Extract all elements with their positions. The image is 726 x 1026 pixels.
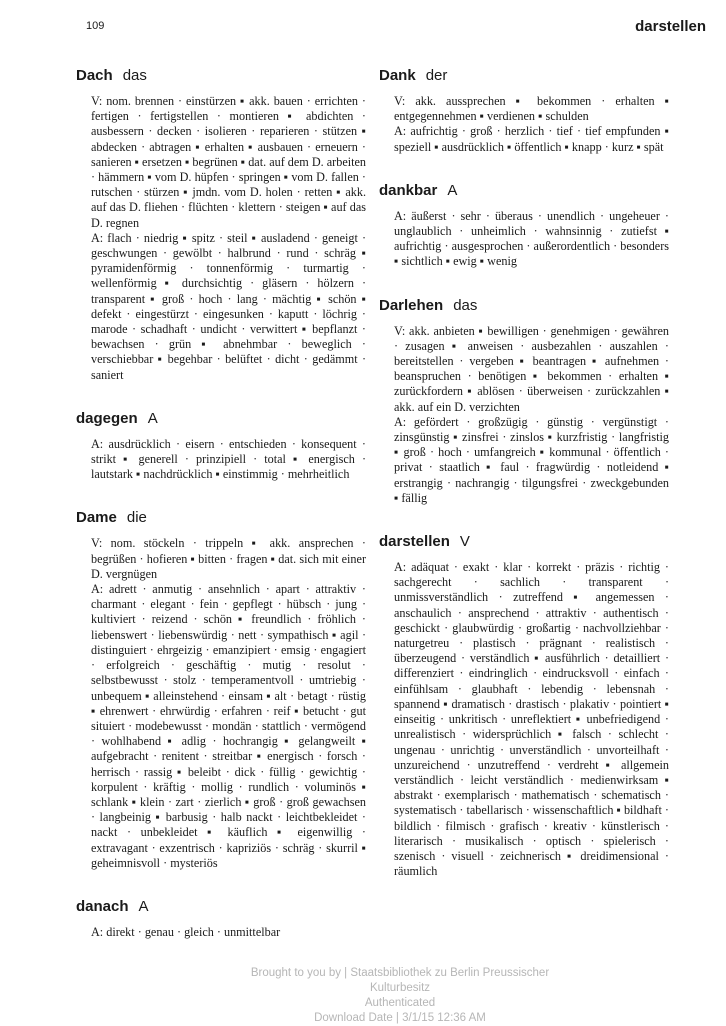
right-column xyxy=(379,64,669,903)
footer-line-date: Download Date | 3/1/15 12:36 AM xyxy=(314,1012,486,1024)
entry-darstellen xyxy=(379,530,669,879)
part-of-speech: V xyxy=(459,533,470,551)
part-of-speech: A xyxy=(138,897,149,915)
part-of-speech: A xyxy=(147,409,158,427)
entry-text: V: nom. stöckeln · trippeln ▪ akk. ansprechen · begrüßen · hofieren ▪ bitten · fragen ▪ dat. sich mit einer D. vergnügen A: adrett · anmutig · ansehnlich · apart · attraktiv · charmant · elegant · fein · gepflegt · hübsch · jung · kultiviert · reizend · schön ▪ freundlich · fröhlich · liebenswert · liebenswürdig · nett · sympathisch ▪ agil · distinguiert · ehrgeizig · emanzipiert · emsig · engagiert · erfolgreich · geschäftig · mutig · resolut · selbstbewusst · stolz · temperamentvoll · umtriebig · unbequem ▪ alleinstehend · einsam ▪ alt · betagt · rüstig ▪ ehrenwert · ehrwürdig · erfahren · reif ▪ betucht · gut situiert · modebewusst · mondän · stattlich · vermögend · wohlhabend ▪ adlig · hochrangig ▪ gelangweilt ▪ aufgebracht · renitent · streitbar ▪ energisch · forsch · herrisch · rassig ▪ beleibt · dick · füllig · gewichtig · korpulent · kräftig · mollig · rundlich · voluminös ▪ schlank ▪ klein · zart · zierlich ▪ groß · groß gewachsen · langbeinig ▪ barbusig · halb nackt · leichtbekleidet · nackt · unbekleidet ▪ käuflich ▪ eigenwillig · extravagant · exzentrisch · kapriziös · schräg · skurril ▪ geheimnisvoll · mysteriös xyxy=(91,536,366,870)
left-column xyxy=(76,64,366,964)
entry-dach xyxy=(76,64,366,383)
entry-text: A: äußerst · sehr · überaus · unendlich · ungeheuer · unglaublich · unheimlich · wahnsinnig · zutiefst ▪ aufrichtig · ausgesprochen · außerordentlich · besonders ▪ sichtlich ▪ ewig ▪ wenig xyxy=(394,208,669,269)
headword: Dach xyxy=(76,67,113,84)
entry-text: V: akk. aussprechen ▪ bekommen · erhalten ▪ entgegennehmen ▪ verdienen ▪ schulden A: aufrichtig · groß · herzlich · tief · tief empfunden ▪ speziell ▪ ausdrücklich ▪ öffentlich ▪ knapp · kurz ▪ spät xyxy=(394,94,669,154)
entry-text: V: akk. anbieten ▪ bewilligen · genehmigen · gewähren · zusagen ▪ anweisen · ausbezahlen · auszahlen · bereitstellen · vergeben ▪ beantragen ▪ aufnehmen · beanspruchen · benötigen ▪ bekommen · erhalten ▪ zurückfordern ▪ ablösen · überweisen · zurückzahlen ▪ akk. auf ein D. verzichten A: gefördert · großzügig · günstig · vergünstigt · zinsgünstig ▪ zinsfrei · zinslos ▪ kurzfristig · langfristig ▪ groß · hoch · umfangreich ▪ kommunal · öffentlich · privat · staatlich ▪ faul · fragwürdig · notleidend ▪ erstrangig · nachrangig · tilgungsfrei · zweckgebunden ▪ fällig xyxy=(394,323,669,505)
access-footer xyxy=(240,966,560,1026)
entry-danach xyxy=(76,895,366,940)
part-of-speech: das xyxy=(122,67,147,84)
headword: darstellen xyxy=(379,533,450,551)
entry-text: A: ausdrücklich · eisern · entschieden · konsequent · strikt ▪ generell · prinzipiell · total ▪ energisch · lautstark ▪ nachdrücklich ▪ einstimmig · mehrheitlich xyxy=(91,436,366,482)
entry-darlehen xyxy=(379,294,669,506)
part-of-speech: das xyxy=(453,296,478,314)
running-head: darstellen xyxy=(635,18,706,35)
entry-text: A: direkt · genau · gleich · unmittelbar xyxy=(91,924,281,939)
entry-text: V: nom. brennen · einstürzen ▪ akk. bauen · errichten · fertigen · fertigstellen · montieren ▪ abdichten · ausbessern · decken · isolieren · reparieren · stützen ▪ abdecken · abtragen ▪ erhalten ▪ ausbauen · erneuern · sanieren ▪ ersetzen ▪ begrünen ▪ dat. auf dem D. arbeiten · hämmern ▪ vom D. hüpfen · springen ▪ vom D. fallen · rutschen · stürzen ▪ jmdn. vom D. holen · retten ▪ akk. auf das D. fliehen · flüchten · klettern · steigen ▪ auf das D. regnen A: flach · niedrig ▪ spitz · steil ▪ ausladend · geneigt · geschwungen · gewölbt · halbrund · rund · schräg ▪ pyramidenförmig · tonnenförmig · turmartig · wellenförmig ▪ durchsichtig · gläsern · hölzern · transparent ▪ groß · hoch · lang · mächtig ▪ schön ▪ defekt · eingestürzt · eingesunken · kaputt · löchrig · marode · schadhaft · undicht · verwittert ▪ bepflanzt · bewachsen · grün ▪ abnehmbar · beweglich · verschiebbar ▪ begehbar · belüftet · dicht · gedämmt · saniert xyxy=(91,94,366,382)
entry-text: A: adäquat · exakt · klar · korrekt · präzis · richtig · sachgerecht · sachlich · transparent · unmissverständlich · zutreffend ▪ angemessen · anschaulich · ansprechend · attraktiv · authentisch · geschickt · glaubwürdig · großartig · nachvollziehbar · naturgetreu · plastisch · prägnant · realistisch · überzeugend · verständlich ▪ ausführlich · detailliert · differenziert · eindringlich · eindrucksvoll · einfach · einfühlsam · glaubhaft · lebendig · lebensnah · spannend ▪ dramatisch · drastisch · plakativ · pointiert ▪ einseitig · unkritisch · unreflektiert ▪ unbefriedigend · unrealistisch · widersprüchlich ▪ falsch · schlecht · ungenau · unrichtig · unverständlich · unvorteilhaft · unzureichend · unzutreffend · verdreht ▪ allgemein verständlich · leicht verständlich · medienwirksam ▪ abstrakt · exemplarisch · mathematisch · schematisch · systematisch · tabellarisch · wissenschaftlich ▪ bildhaft · bildlich · filmisch · grafisch · kreativ · künstlerisch · literarisch · musikalisch · optisch · spielerisch · szenisch · visuell · zeichnerisch ▪ dreidimensional · räumlich xyxy=(394,560,669,879)
entry-dame xyxy=(76,506,366,870)
entry-dankbar xyxy=(379,179,669,270)
part-of-speech: der xyxy=(425,67,448,84)
headword: dagegen xyxy=(76,409,138,427)
headword: danach xyxy=(76,897,129,915)
headword: Darlehen xyxy=(379,296,444,314)
headword: Dank xyxy=(379,67,416,84)
headword: dankbar xyxy=(379,181,438,199)
part-of-speech: die xyxy=(126,509,147,527)
page-number: 109 xyxy=(86,20,105,32)
footer-line-provider: Brought to you by | Staatsbibliothek zu Berlin Preussischer Kulturbesitz xyxy=(250,967,550,994)
entry-dank xyxy=(379,64,669,155)
headword: Dame xyxy=(76,509,117,527)
entry-dagegen xyxy=(76,407,366,483)
footer-line-auth: Authenticated xyxy=(364,997,436,1009)
part-of-speech: A xyxy=(447,181,458,199)
